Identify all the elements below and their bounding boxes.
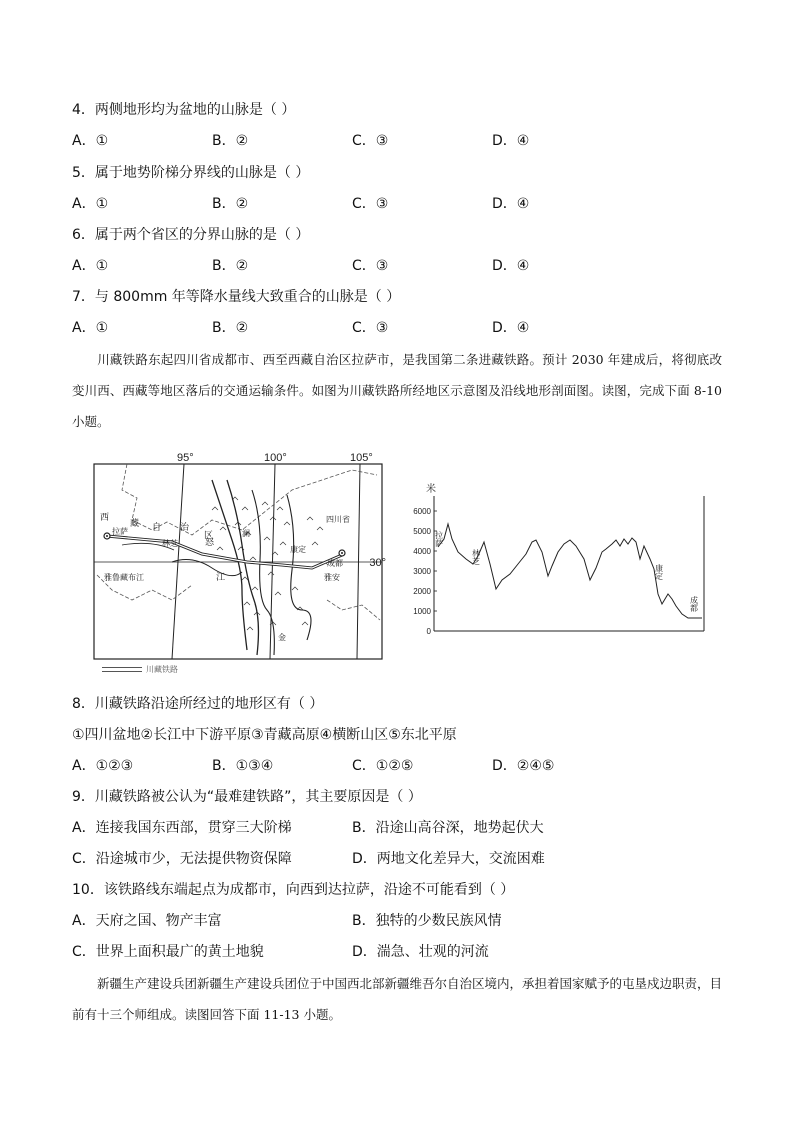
question-4-stem: 4．两侧地形均为盆地的山脉是（ ） [72,102,296,118]
lat-30-label: 30° [369,557,386,569]
y-tick-2000: 2000 [413,587,431,596]
question-8-stem: 8．川藏铁路沿途所经过的地形区有（ ） [72,696,324,712]
passage-railway-text: 川藏铁路东起四川省成都市、西至西藏自治区拉萨市，是我国第二条进藏铁路。预计 2030 年建成后，将彻底改变川西、西藏等地区落后的交通运输条件。如图为川藏铁路所经地区示意图及沿线地形剖面图。读图，完成下面 8-10 小题。 [72,352,722,429]
y-tick-5000: 5000 [413,527,431,536]
lon-95-label: 95° [177,452,194,464]
option-d: D．④ [492,196,530,212]
passage-railway [72,344,722,437]
label-zi: 自 [152,522,162,532]
label-jiang: 江 [216,572,226,582]
label-zang: 藏 [130,518,140,528]
label-linzhi: 林芝 [162,539,178,548]
y-tick-6000: 6000 [413,507,431,516]
label-chengdu: 成都 [327,559,343,568]
option-c: C．世界上面积最广的黄土地貌 [72,944,264,960]
option-b: B．② [212,196,249,212]
label-kangding: 康定 [290,545,306,554]
question-10-stem: 10．该铁路线东端起点为成都市，向西到达拉萨，沿途不可能看到（ ） [72,882,515,898]
y-tick-0: 0 [426,627,431,636]
railway-legend-line [102,667,142,672]
map-legend [102,664,178,675]
label-lasa: 拉萨 [112,527,128,536]
label-jin: 金 [278,633,286,642]
profile-label-linzhi: 林芝 [471,549,481,565]
option-a: A．① [72,196,109,212]
label-yaan: 雅安 [324,573,340,582]
option-a: A．①②③ [72,758,134,774]
option-c: C．③ [352,196,389,212]
option-b: B．② [212,258,249,274]
option-c: C．③ [352,320,389,336]
option-a: A．连接我国东西部，贯穿三大阶梯 [72,820,292,836]
label-sichuan: 四川省 [326,515,350,524]
lon-105-label: 105° [350,452,373,464]
option-b: B．② [212,320,249,336]
option-d: D．④ [492,133,530,149]
option-b: B．② [212,133,249,149]
y-tick-3000: 3000 [413,567,431,576]
option-c: C．①②⑤ [352,758,414,774]
option-b: B．沿途山高谷深，地势起伏大 [352,820,544,836]
option-d: D．两地文化差异大，交流困难 [352,851,545,867]
profile-unit: 米 [426,484,436,495]
railway-map [92,450,384,665]
label-lan: 澜 [242,529,250,538]
option-d: D．④ [492,258,530,274]
passage-xinjiang-text: 新疆生产建设兵团新疆生产建设兵团位于中国西北部新疆维吾尔自治区境内，承担着国家赋予的屯垦戍边职责，目前有十三个师组成。读图回答下面 11-13 小题。 [72,976,723,1022]
question-9-stem: 9．川藏铁路被公认为“最难建铁路”，其主要原因是（ ） [72,789,422,805]
question-6-stem: 6．属于两个省区的分界山脉的是（ ） [72,227,310,243]
question-5-stem: 5．属于地势阶梯分界线的山脉是（ ） [72,165,310,181]
label-nu: 怒 [205,537,215,547]
option-a: A．① [72,133,109,149]
profile-label-lasa: 拉萨 [434,531,444,547]
option-c: C．③ [352,258,389,274]
question-7-stem: 7．与 800mm 年等降水量线大致重合的山脉是（ ） [72,289,401,305]
option-b: B．①③④ [212,758,274,774]
option-a: A．① [72,258,109,274]
label-xi: 西 [100,512,110,522]
label-zhi: 治 [180,522,190,532]
option-c: C．沿途城市少，无法提供物资保障 [72,851,292,867]
question-8-items: ①四川盆地②长江中下游平原③青藏高原④横断山区⑤东北平原 [72,727,457,743]
label-yarlung: 雅鲁藏布江 [104,573,144,582]
terrain-profile [413,484,708,640]
option-d: D．湍急、壮观的河流 [352,944,489,960]
option-c: C．③ [352,133,389,149]
lon-100-label: 100° [264,452,287,464]
option-a: A．天府之国、物产丰富 [72,913,222,929]
profile-label-kangding: 康定 [654,564,664,580]
label-qu: 区 [204,530,214,540]
option-a: A．① [72,320,109,336]
legend-label: 川藏铁路 [146,665,178,674]
option-d: D．④ [492,320,530,336]
option-b: B．独特的少数民族风情 [352,913,502,929]
option-d: D．②④⑤ [492,758,555,774]
y-tick-1000: 1000 [413,607,431,616]
y-tick-4000: 4000 [413,547,431,556]
passage-xinjiang [72,968,722,1030]
profile-label-chengdu: 成都 [689,596,699,612]
